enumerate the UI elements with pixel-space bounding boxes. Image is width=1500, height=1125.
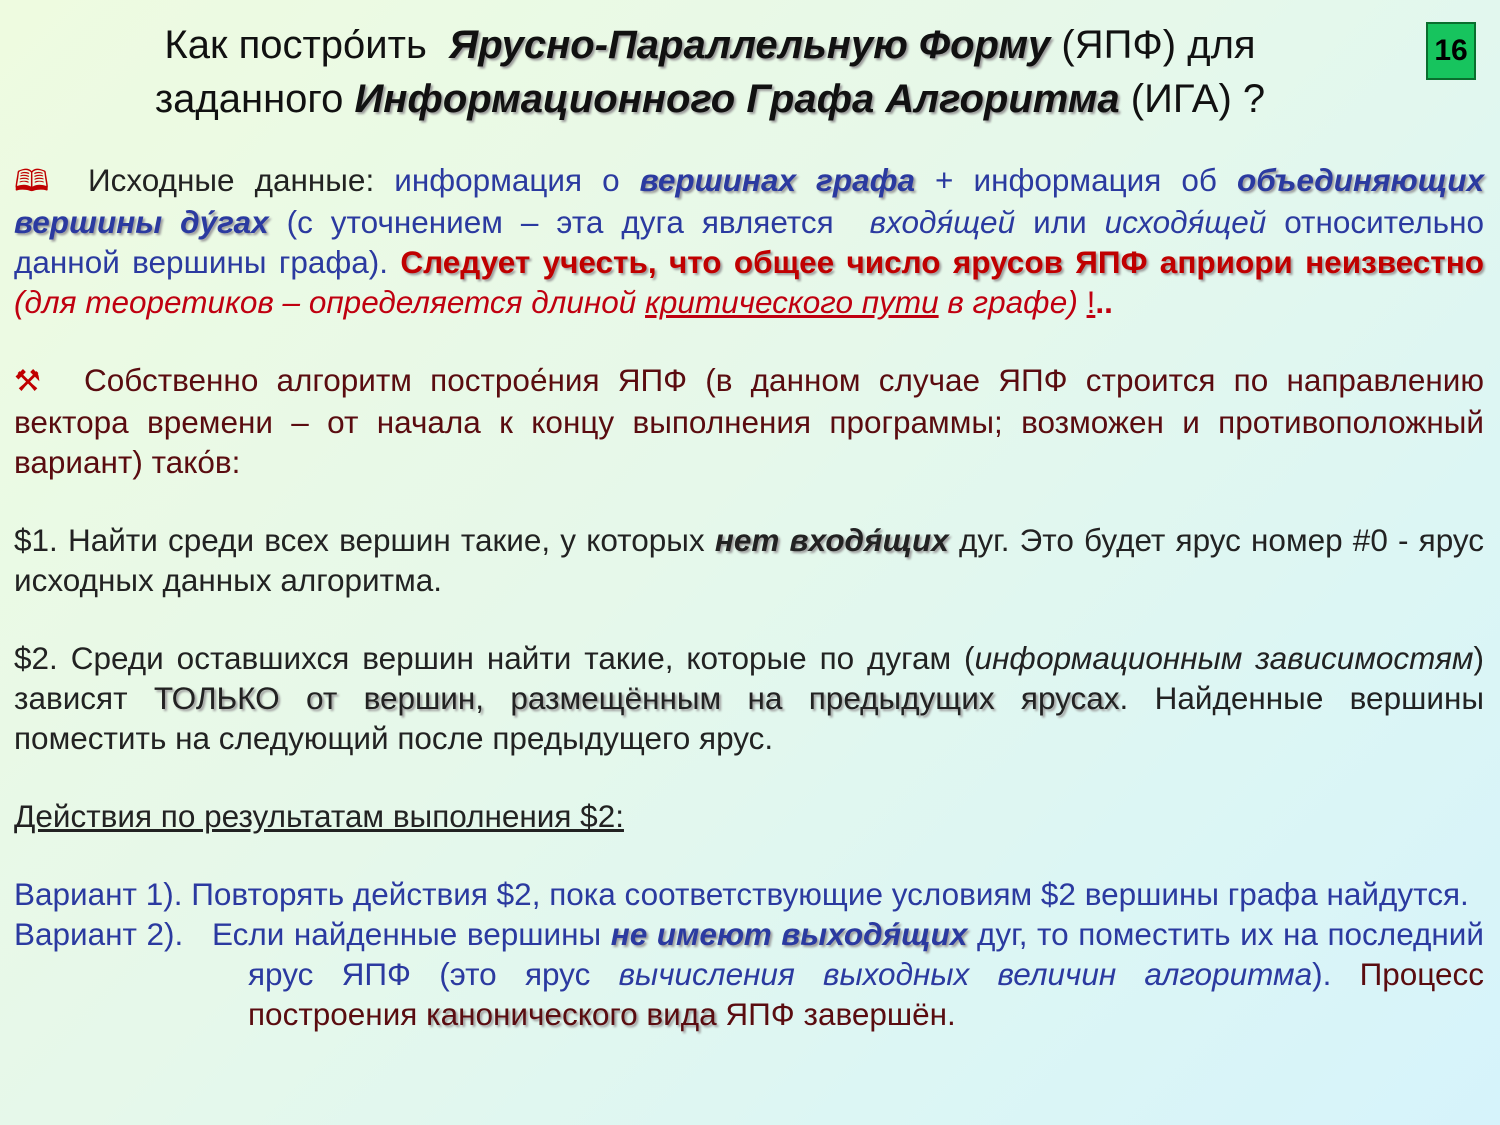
slide-body xyxy=(14,160,1484,1034)
title-emph-2: Информационного Графа Алгоритма xyxy=(354,77,1120,121)
paragraph-algorithm: ⚒ Собственно алгоритм построе́ния ЯПФ (в данном случае ЯПФ строится по направлению вектора времени – от начала к концу выполнения программы; возможен и противоположный вариант) тако́в: xyxy=(14,362,1484,480)
title-line-1: Как постро́ить Ярусно-Параллельную Форму (ЯПФ) для xyxy=(164,23,1256,67)
title-line-2: заданного Информационного Графа Алгоритма (ИГА) ? xyxy=(154,77,1266,121)
slide-title xyxy=(0,18,1420,126)
actions-heading: Действия по результатам выполнения $2: xyxy=(14,798,624,834)
variant-2: Вариант 2). Если найденные вершины не имеют выходя́щих дуг, то поместить их на последний ярус ЯПФ (это ярус вычисления выходных величин алгоритма). Процесс построения канонического вида ЯПФ завершён. xyxy=(14,916,1485,1032)
variant-1: Вариант 1). Повторять действия $2, пока соответствующие условиям $2 вершины графа найдутся. xyxy=(14,876,1469,912)
paragraph-input-data: 🕮 Исходные данные: информация о вершинах графа + информация об объединяющих вершины ду́гах (с уточнением – эта дуга является входя́щей или исходя́щей относительно данной вершины графа). Следует учесть, что общее число ярусов ЯПФ априори неизвестно (для теоретиков – определяется длиной критического пути в графе) !.. xyxy=(14,162,1485,320)
paragraph-step-1: $1. Найти среди всех вершин такие, у которых нет входя́щих дуг. Это будет ярус номер #0 - ярус исходных данных алгоритма. xyxy=(14,522,1485,598)
book-icon: 🕮 xyxy=(14,165,50,198)
title-emph-1: Ярусно-Параллельную Форму xyxy=(449,23,1051,67)
paragraph-step-2: $2. Среди оставшихся вершин найти такие, которые по дугам (информационным зависимостям) зависят ТОЛЬКО от вершин, размещённым на предыдущих ярусах. Найденные вершины поместить на следующий после предыдущего ярус. xyxy=(14,640,1484,756)
tools-icon: ⚒ xyxy=(14,365,41,398)
page-number-badge: 16 xyxy=(1426,22,1476,80)
warning-text: Следует учесть, что общее число ярусов ЯПФ априори неизвестно xyxy=(400,244,1484,280)
